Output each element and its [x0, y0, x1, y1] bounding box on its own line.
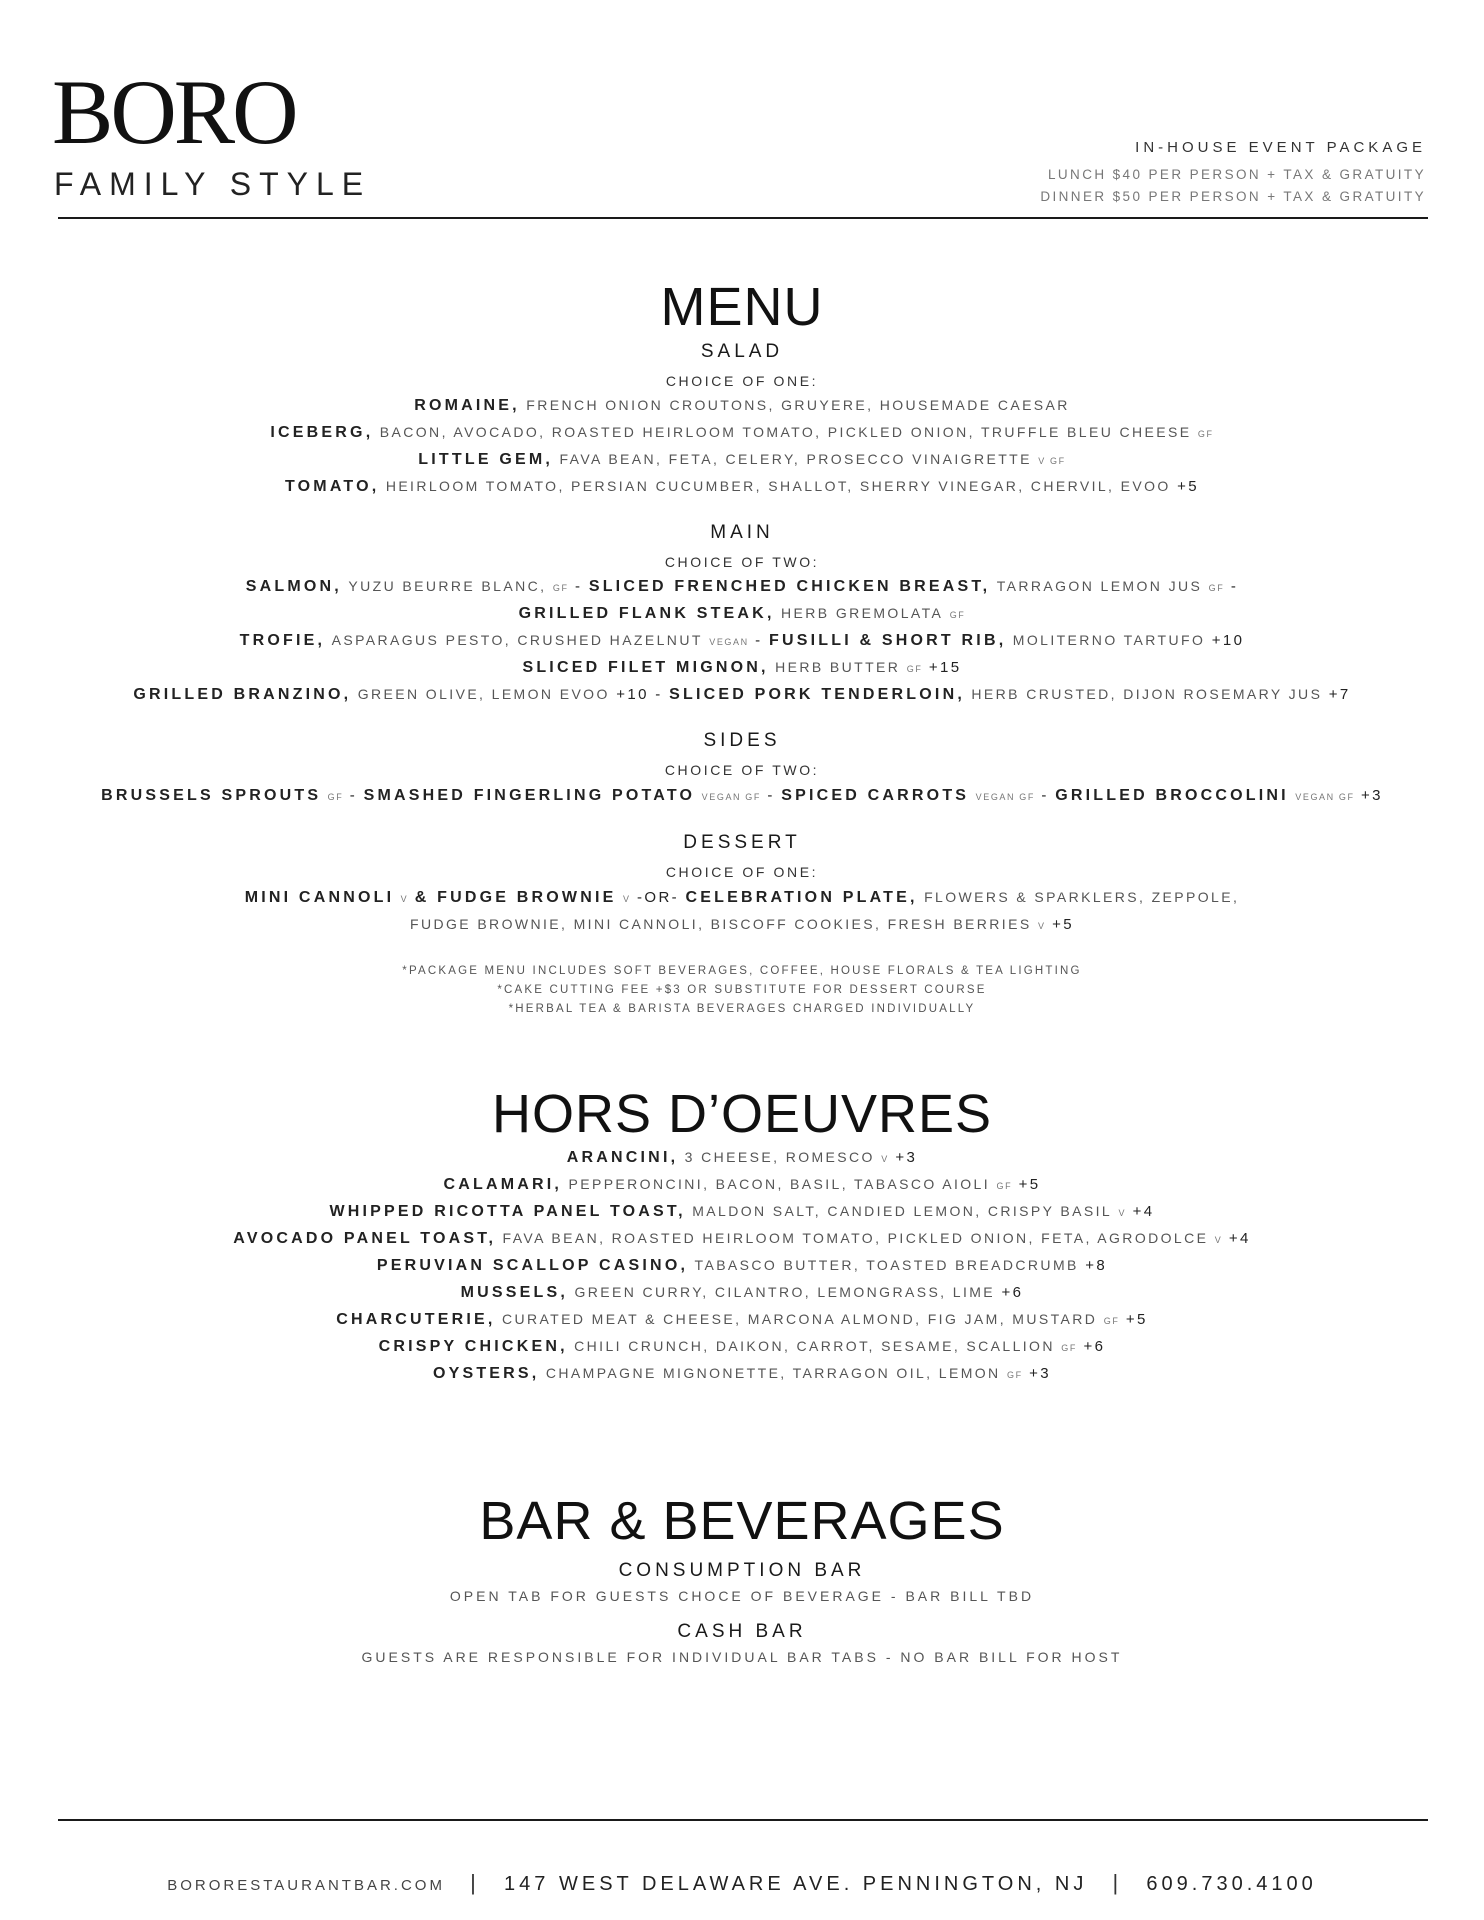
footer [0, 1872, 1484, 1894]
diet-tag: GF [1208, 583, 1225, 593]
item-desc: TABASCO BUTTER, TOASTED BREADCRUMB [694, 1257, 1079, 1273]
item-desc: CHAMPAGNE MIGNONETTE, TARRAGON OIL, LEMON [545, 1365, 1001, 1381]
diet-tag: VEGAN GF [1295, 792, 1355, 802]
surcharge: +5 [1052, 916, 1074, 933]
item-name: SLICED FILET MIGNON, [522, 659, 769, 676]
item-price: +3 [1029, 1365, 1052, 1382]
address: 147 WEST DELAWARE AVE. PENNINGTON, NJ [504, 1873, 1088, 1895]
cash-bar-heading: CASH BAR [677, 1621, 807, 1642]
diet-tag: V [400, 894, 409, 904]
diet-tag: GF [1061, 1343, 1077, 1353]
sides-choice: CHOICE OF TWO: [664, 762, 820, 778]
item-price: +3 [895, 1149, 918, 1166]
footer-separator: | [1112, 1870, 1122, 1895]
separator: - [1230, 578, 1239, 595]
item-desc: TARRAGON LEMON JUS [996, 578, 1203, 594]
item-name: CELEBRATION PLATE, [685, 889, 918, 906]
item-name: ROMAINE, [414, 397, 520, 414]
cash-bar-desc: GUESTS ARE RESPONSIBLE FOR INDIVIDUAL BAR TABS - NO BAR BILL FOR HOST [361, 1649, 1123, 1665]
item-desc: FUDGE BROWNIE, MINI CANNOLI, BISCOFF COOKIES, FRESH BERRIES [410, 916, 1032, 932]
hors-item [0, 1177, 1484, 1193]
menu-item [0, 425, 1484, 441]
menu-line [0, 917, 1484, 933]
package-note: *PACKAGE MENU INCLUDES SOFT BEVERAGES, COFFEE, HOUSE FLORALS & TEA LIGHTING [402, 965, 1082, 977]
item-desc: HEIRLOOM TOMATO, PERSIAN CUCUMBER, SHALLOT, SHERRY VINEGAR, CHERVIL, EVOO [385, 478, 1171, 494]
item-price: +8 [1085, 1257, 1108, 1274]
hors-item [0, 1204, 1484, 1220]
consumption-bar-desc: OPEN TAB FOR GUESTS CHOCE OF BEVERAGE - BAR BILL TBD [449, 1588, 1035, 1604]
website-link[interactable]: BORORESTAURANTBAR.COM [167, 1877, 445, 1894]
item-desc: ASPARAGUS PESTO, CRUSHED HAZELNUT [331, 632, 703, 648]
diet-tag: V [1038, 921, 1046, 931]
diet-tag: GF [906, 664, 923, 674]
diet-tag: GF [552, 583, 569, 593]
salad-choice: CHOICE OF ONE: [665, 373, 819, 389]
item-name: GRILLED BROCCOLINI [1055, 787, 1289, 804]
item-desc: HERB BUTTER [775, 659, 901, 675]
item-price: +6 [1001, 1284, 1024, 1301]
package-title: IN-HOUSE EVENT PACKAGE [1135, 139, 1426, 156]
hors-item [0, 1312, 1484, 1328]
menu-title: MENU [660, 277, 824, 337]
separator: - [574, 578, 583, 595]
separator: - [767, 787, 775, 804]
diet-tag: VEGAN GF [701, 792, 761, 802]
salad-heading: SALAD [700, 341, 784, 362]
surcharge: +10 [616, 686, 649, 703]
lunch-price: LUNCH $40 PER PERSON + TAX & GRATUITY [1047, 167, 1426, 182]
menu-item [0, 452, 1484, 468]
footer-separator: | [470, 1870, 479, 1895]
item-desc: MOLITERNO TARTUFO [1012, 632, 1206, 648]
separator: -OR- [636, 889, 680, 906]
menu-line [0, 660, 1484, 676]
item-name: ICEBERG, [270, 424, 374, 441]
item-desc: FRENCH ONION CROUTONS, GRUYERE, HOUSEMADE CAESAR [526, 397, 1070, 413]
sides-heading: SIDES [703, 730, 781, 751]
menu-line [0, 788, 1484, 804]
item-desc: YUZU BEURRE BLANC, [348, 578, 547, 594]
item-name: OYSTERS, [432, 1365, 540, 1382]
item-desc: MALDON SALT, CANDIED LEMON, CRISPY BASIL [692, 1203, 1113, 1219]
item-desc: BACON, AVOCADO, ROASTED HEIRLOOM TOMATO, PICKLED ONION, TRUFFLE BLEU CHEESE [379, 424, 1192, 440]
menu-line [0, 579, 1484, 595]
item-name: MUSSELS, [460, 1284, 568, 1301]
phone-number[interactable]: 609.730.4100 [1146, 1873, 1317, 1895]
item-desc: HERB GREMOLATA [781, 605, 944, 621]
item-name: ARANCINI, [566, 1149, 679, 1166]
menu-line [0, 890, 1484, 906]
item-name: GRILLED BRANZINO, [133, 686, 352, 703]
item-name: SALMON, [245, 578, 342, 595]
main-choice: CHOICE OF TWO: [664, 554, 820, 570]
item-desc: FAVA BEAN, ROASTED HEIRLOOM TOMATO, PICKLED ONION, FETA, AGRODOLCE [502, 1230, 1209, 1246]
diet-tag: V [1118, 1208, 1127, 1218]
hors-item [0, 1339, 1484, 1355]
item-name: TOMATO, [284, 478, 380, 495]
separator: - [1041, 787, 1049, 804]
item-price: +4 [1132, 1203, 1155, 1220]
separator: - [655, 686, 663, 703]
item-name: SLICED PORK TENDERLOIN, [669, 686, 965, 703]
surcharge: +15 [928, 659, 962, 676]
item-name: GRILLED FLANK STEAK, [518, 605, 775, 622]
package-note: *CAKE CUTTING FEE +$3 OR SUBSTITUTE FOR DESSERT COURSE [497, 984, 987, 996]
item-name: TROFIE, [239, 632, 326, 649]
item-price: +6 [1083, 1338, 1106, 1355]
footer-divider [58, 1819, 1428, 1821]
diet-tag: V [881, 1154, 889, 1164]
package-note: *HERBAL TEA & BARISTA BEVERAGES CHARGED INDIVIDUALLY [508, 1003, 976, 1015]
item-desc: GREEN OLIVE, LEMON EVOO [357, 686, 610, 702]
diet-tag: GF [996, 1181, 1013, 1191]
diet-tag: GF [1103, 1316, 1120, 1326]
item-name: CHARCUTERIE, [336, 1311, 496, 1328]
item-price: +4 [1228, 1230, 1251, 1247]
bar-title: BAR & BEVERAGES [479, 1491, 1005, 1551]
surcharge: +3 [1360, 787, 1383, 804]
item-name: SPICED CARROTS [781, 787, 970, 804]
menu-line [0, 633, 1484, 649]
dessert-heading: DESSERT [683, 832, 801, 853]
hors-title: HORS D’OEUVRES [491, 1084, 993, 1144]
diet-tag: V GF [1038, 456, 1066, 466]
separator: - [349, 787, 358, 804]
item-price: +5 [1125, 1311, 1148, 1328]
brand-subtitle: FAMILY STYLE [54, 166, 372, 202]
surcharge: +7 [1328, 686, 1351, 703]
item-name: & FUDGE BROWNIE [414, 889, 617, 906]
header-divider [58, 217, 1428, 219]
menu-line [0, 606, 1484, 622]
dessert-choice: CHOICE OF ONE: [665, 864, 819, 880]
dinner-price: DINNER $50 PER PERSON + TAX & GRATUITY [1040, 189, 1426, 204]
surcharge: +10 [1211, 632, 1245, 649]
item-name: CALAMARI, [443, 1176, 563, 1193]
menu-item [0, 479, 1484, 495]
consumption-bar-heading: CONSUMPTION BAR [618, 1560, 866, 1581]
hors-item [0, 1258, 1484, 1274]
item-desc: PEPPERONCINI, BACON, BASIL, TABASCO AIOLI [568, 1176, 991, 1192]
diet-tag: GF [1197, 429, 1214, 439]
item-desc: GREEN CURRY, CILANTRO, LEMONGRASS, LIME [574, 1284, 996, 1300]
diet-tag: GF [949, 610, 966, 620]
diet-tag: GF [1007, 1370, 1023, 1380]
menu-line [0, 687, 1484, 703]
menu-item [0, 398, 1484, 414]
diet-tag: V [622, 894, 631, 904]
item-desc: FAVA BEAN, FETA, CELERY, PROSECCO VINAIGRETTE [559, 451, 1032, 467]
main-heading: MAIN [710, 522, 774, 543]
item-name: LITTLE GEM, [418, 451, 554, 468]
brand-logo: BORO [52, 61, 296, 163]
item-desc: FLOWERS & SPARKLERS, ZEPPOLE, [924, 889, 1240, 905]
diet-tag: VEGAN [709, 637, 749, 647]
separator: - [755, 632, 763, 649]
diet-tag: GF [327, 792, 344, 802]
item-name: CRISPY CHICKEN, [378, 1338, 568, 1355]
item-name: FUSILLI & SHORT RIB, [769, 632, 1007, 649]
hors-item [0, 1366, 1484, 1382]
diet-tag: VEGAN GF [975, 792, 1035, 802]
hors-item [0, 1150, 1484, 1166]
item-name: WHIPPED RICOTTA PANEL TOAST, [329, 1203, 686, 1220]
surcharge: +5 [1177, 478, 1200, 495]
item-desc: 3 CHEESE, ROMESCO [684, 1149, 875, 1165]
item-name: SLICED FRENCHED CHICKEN BREAST, [588, 578, 991, 595]
item-desc: CHILI CRUNCH, DAIKON, CARROT, SESAME, SCALLION [574, 1338, 1055, 1354]
item-name: BRUSSELS SPROUTS [101, 787, 322, 804]
item-name: MINI CANNOLI [244, 889, 395, 906]
item-name: SMASHED FINGERLING POTATO [363, 787, 696, 804]
diet-tag: V [1214, 1235, 1223, 1245]
item-price: +5 [1018, 1176, 1041, 1193]
item-desc: CURATED MEAT & CHEESE, MARCONA ALMOND, FIG JAM, MUSTARD [501, 1311, 1098, 1327]
hors-item [0, 1231, 1484, 1247]
hors-item [0, 1285, 1484, 1301]
item-name: PERUVIAN SCALLOP CASINO, [376, 1257, 689, 1274]
item-name: AVOCADO PANEL TOAST, [233, 1230, 497, 1247]
item-desc: HERB CRUSTED, DIJON ROSEMARY JUS [971, 686, 1323, 702]
